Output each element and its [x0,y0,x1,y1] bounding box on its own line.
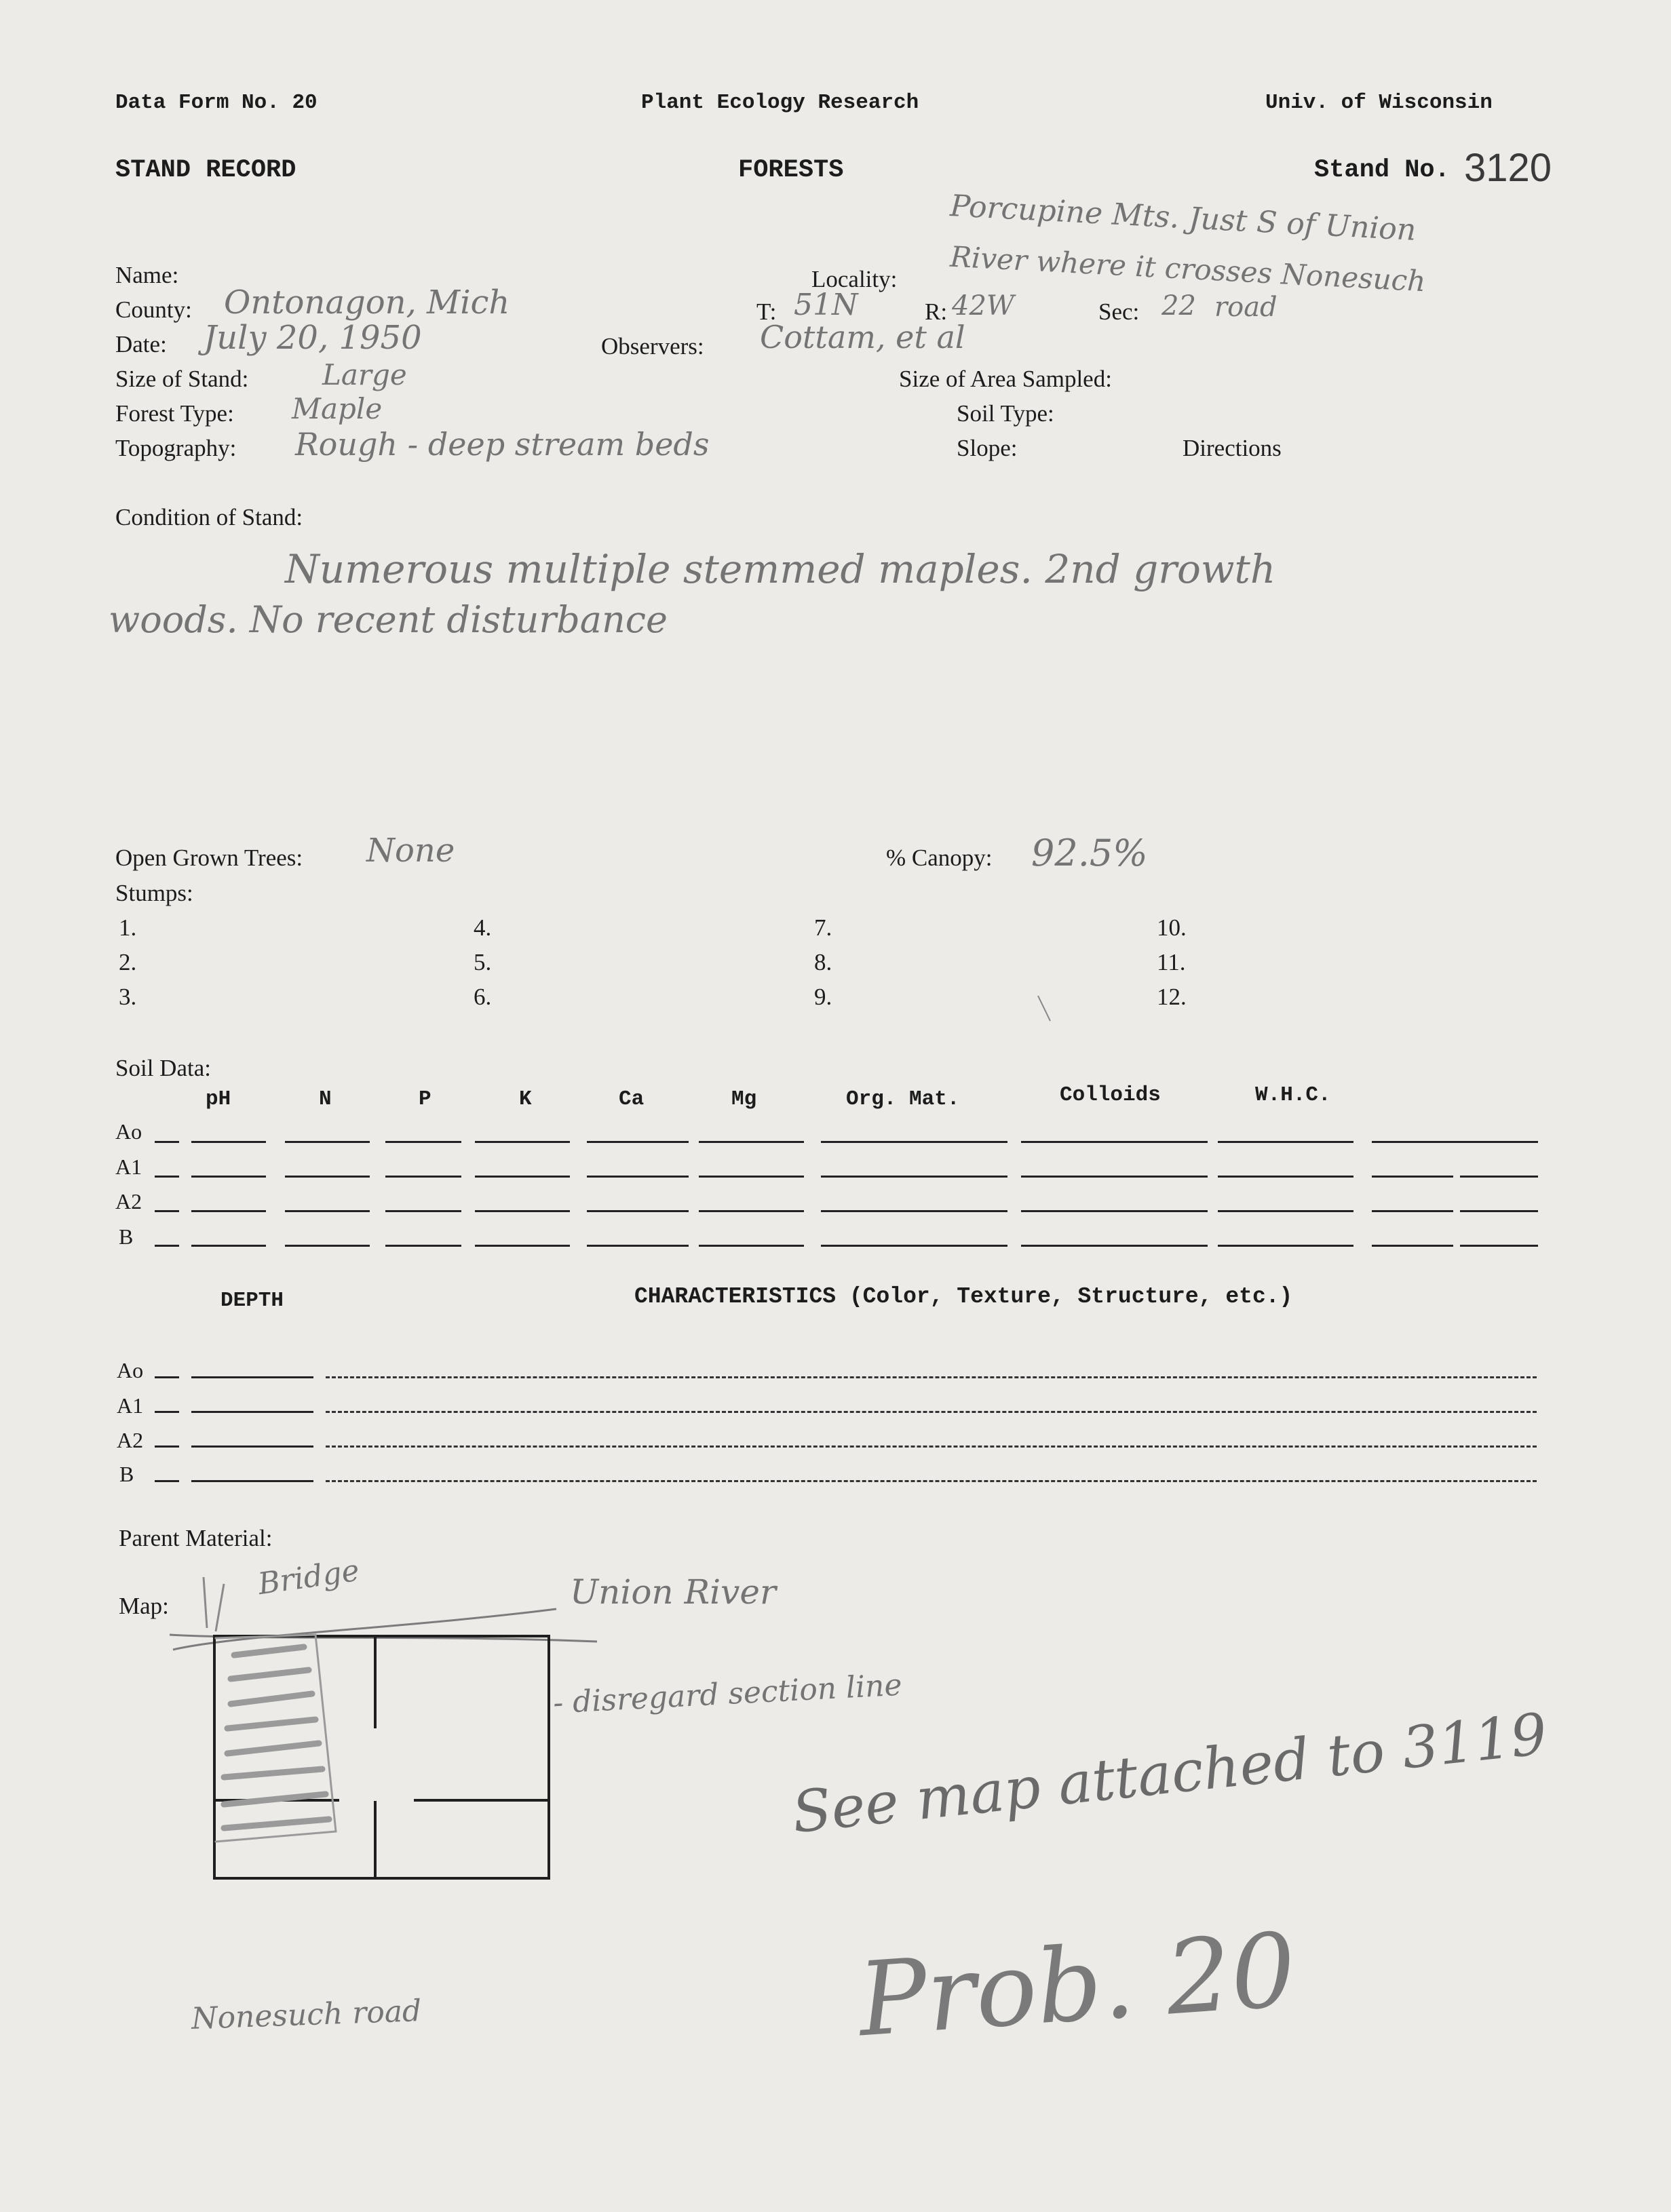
parent-material-label: Parent Material: [119,1525,273,1551]
condition-line-1: Numerous multiple stemmed maples. 2nd growth [285,546,1276,592]
stump-item: 1. [119,914,137,941]
slope-label: Slope: [957,435,1018,461]
forest-type-label: Forest Type: [115,400,234,427]
soil-col-header: W.H.C. [1255,1083,1331,1107]
map-road-label: Nonesuch road [191,1994,422,2036]
record-title: STAND RECORD [115,156,296,185]
form-number: Data Form No. 20 [115,91,318,115]
stump-item: 2. [119,949,137,975]
stump-item: 5. [474,949,492,975]
stump-item: 4. [474,914,492,941]
name-label: Name: [115,262,179,288]
soil-col-header: Mg [731,1087,757,1111]
stand-number-label: Stand No. [1314,156,1450,185]
observers-label: Observers: [601,333,704,360]
category-title: FORESTS [738,156,844,185]
locality-label: Locality: [811,266,898,292]
characteristics-header: CHARACTERISTICS (Color, Texture, Structure, etc.) [634,1284,1293,1309]
canopy-value: 92.5% [1031,832,1148,874]
t-value: 51N [794,288,858,322]
stray-mark [1038,996,1050,1021]
soil-row-label: A1 [115,1154,142,1179]
soil-col-header: N [319,1087,332,1111]
locality-line-2: River where it crosses Nonesuch [949,239,1427,298]
open-grown-label: Open Grown Trees: [115,845,303,871]
soil-row-label: A2 [115,1189,142,1214]
soil-type-label: Soil Type: [957,400,1054,427]
stand-number: 3120 [1464,146,1552,190]
river-line [170,1609,597,1650]
depth-row-label: A2 [117,1428,144,1452]
size-of-stand-value: Large [322,358,407,391]
soil-data-label: Soil Data: [115,1055,211,1081]
university: Univ. of Wisconsin [1265,91,1493,115]
soil-col-header: Ca [619,1087,645,1111]
soil-row-label: B [119,1224,134,1249]
directions-label: Directions [1183,435,1282,461]
stump-item: 7. [814,914,832,941]
condition-label: Condition of Stand: [115,504,303,530]
stump-item: 3. [119,984,137,1010]
locality-line-3: road [1214,292,1278,323]
soil-col-header: Colloids [1060,1083,1161,1107]
depth-row-label: A1 [117,1393,144,1418]
see-map-note: See map attached to 3119 [788,1700,1550,1846]
map-river-label: Union River [570,1572,776,1612]
condition-line-2: woods. No recent disturbance [109,598,668,641]
county-value: Ontonagon, Mich [224,284,510,322]
locality-line-1: Porcupine Mts. Just S of Union [949,189,1417,248]
canopy-label: % Canopy: [886,845,993,871]
hatched-area [216,1635,336,1842]
stump-item: 9. [814,984,832,1010]
observers-value: Cottam, et al [760,319,965,355]
organization: Plant Ecology Research [641,91,919,115]
soil-row-label: Ao [115,1119,142,1144]
date-value: July 20, 1950 [204,319,422,357]
open-grown-value: None [366,832,455,870]
stump-item: 11. [1157,949,1186,975]
depth-header: DEPTH [220,1289,284,1313]
topography-label: Topography: [115,435,237,461]
depth-row-label: Ao [117,1358,144,1382]
stump-item: 10. [1157,914,1187,941]
soil-col-header: Org. Mat. [846,1087,960,1111]
county-label: County: [115,296,192,323]
soil-col-header: pH [206,1087,231,1111]
map-bridge-label: Bridge [256,1553,362,1602]
r-label: R: [925,298,948,325]
date-label: Date: [115,331,167,357]
depth-row-label: B [119,1462,134,1486]
stump-item: 8. [814,949,832,975]
forest-type-value: Maple [292,392,383,425]
sec-label: Sec: [1098,298,1140,325]
map-section-note: - disregard section line [552,1667,903,1721]
stump-item: 6. [474,984,492,1010]
t-label: T: [756,298,777,325]
topography-value: Rough - deep stream beds [295,426,710,463]
soil-col-header: K [519,1087,532,1111]
map-label: Map: [119,1593,169,1619]
sec-value: 22 [1161,290,1196,322]
area-sampled-label: Size of Area Sampled: [899,366,1112,392]
size-of-stand-label: Size of Stand: [115,366,249,392]
stumps-label: Stumps: [115,880,193,906]
stump-item: 12. [1157,984,1187,1010]
bridge-marker [204,1577,224,1631]
soil-col-header: P [419,1087,431,1111]
problem-number: Prob. 20 [854,1911,1300,2060]
r-value: 42W [952,290,1015,322]
